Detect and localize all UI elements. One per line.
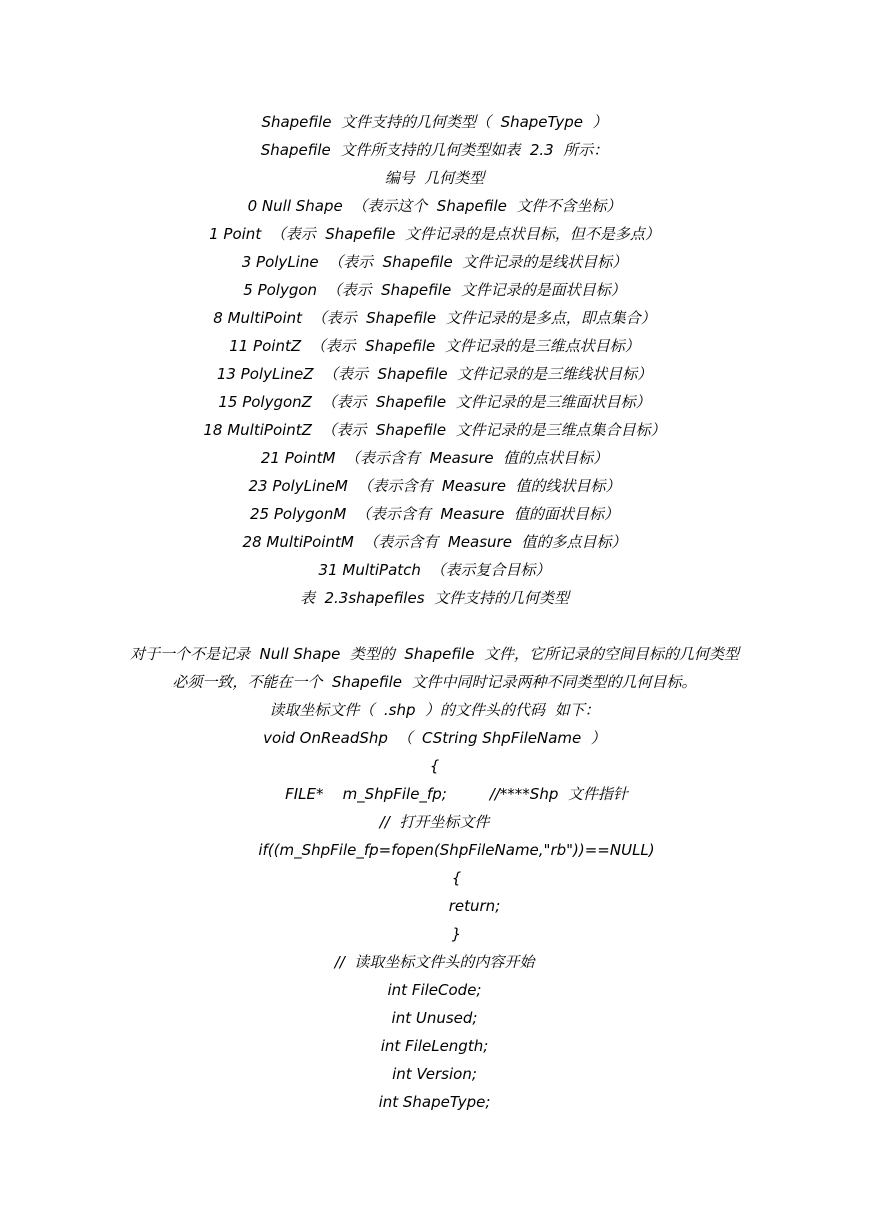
list-item: 15 PolygonZ （表示 Shapefile 文件记录的是三维面状目标） (218, 393, 651, 411)
list-item: 18 MultiPointZ （表示 Shapefile 文件记录的是三维点集合目标） (203, 421, 666, 439)
list-item: 23 PolyLineM （表示含有 Measure 值的线状目标） (248, 477, 621, 495)
code-line: int Unused; (391, 1009, 478, 1027)
code-intro: 读取坐标文件（ .shp ）的文件头的代码 如下： (269, 701, 600, 719)
list-item: 8 MultiPoint （表示 Shapefile 文件记录的是多点，即点集合） (213, 309, 656, 327)
table-header: 编号 几何类型 (384, 169, 485, 187)
code-comment: // 读取坐标文件头的内容开始 (334, 953, 535, 971)
paragraph-line: 必须一致，不能在一个 Shapefile 文件中同时记录两种不同类型的几何目标。 (172, 673, 697, 691)
code-line: { (451, 869, 462, 887)
code-line: int Version; (392, 1065, 477, 1083)
code-line: int FileCode; (387, 981, 482, 999)
code-line: void OnReadShp （ CString ShpFileName ） (263, 729, 606, 747)
list-item: 3 PolyLine （表示 Shapefile 文件记录的是线状目标） (241, 253, 628, 271)
list-item: 5 Polygon （表示 Shapefile 文件记录的是面状目标） (243, 281, 626, 299)
code-comment: // 打开坐标文件 (379, 813, 490, 831)
list-item: 21 PointM （表示含有 Measure 值的点状目标） (260, 449, 609, 467)
code-line: if((m_ShpFile_fp=fopen(ShpFileName,"rb"))==NULL) (258, 841, 655, 859)
list-item: 11 PointZ （表示 Shapefile 文件记录的是三维点状目标） (229, 337, 640, 355)
list-item: 28 MultiPointM （表示含有 Measure 值的多点目标） (242, 533, 627, 551)
code-line: FILE* m_ShpFile_fp; //****Shp 文件指针 (285, 785, 628, 803)
paragraph-line: 对于一个不是记录 Null Shape 类型的 Shapefile 文件，它所记录的空间目标的几何类型 (129, 645, 739, 663)
intro-text: Shapefile 文件所支持的几何类型如表 2.3 所示： (260, 141, 609, 159)
list-item: 0 Null Shape （表示这个 Shapefile 文件不含坐标） (247, 197, 622, 215)
code-line: int ShapeType; (378, 1093, 491, 1111)
code-line: { (429, 757, 440, 775)
list-item: 13 PolyLineZ （表示 Shapefile 文件记录的是三维线状目标） (216, 365, 653, 383)
table-caption: 表 2.3shapefiles 文件支持的几何类型 (299, 589, 570, 607)
code-line: return; (448, 897, 501, 915)
code-line: } (451, 925, 462, 943)
section-title: Shapefile 文件支持的几何类型（ ShapeType ） (261, 113, 608, 131)
list-item: 25 PolygonM （表示含有 Measure 值的面状目标） (250, 505, 619, 523)
list-item: 1 Point （表示 Shapefile 文件记录的是点状目标，但不是多点） (209, 225, 660, 243)
list-item: 31 MultiPatch （表示复合目标） (318, 561, 551, 579)
code-line: int FileLength; (380, 1037, 489, 1055)
